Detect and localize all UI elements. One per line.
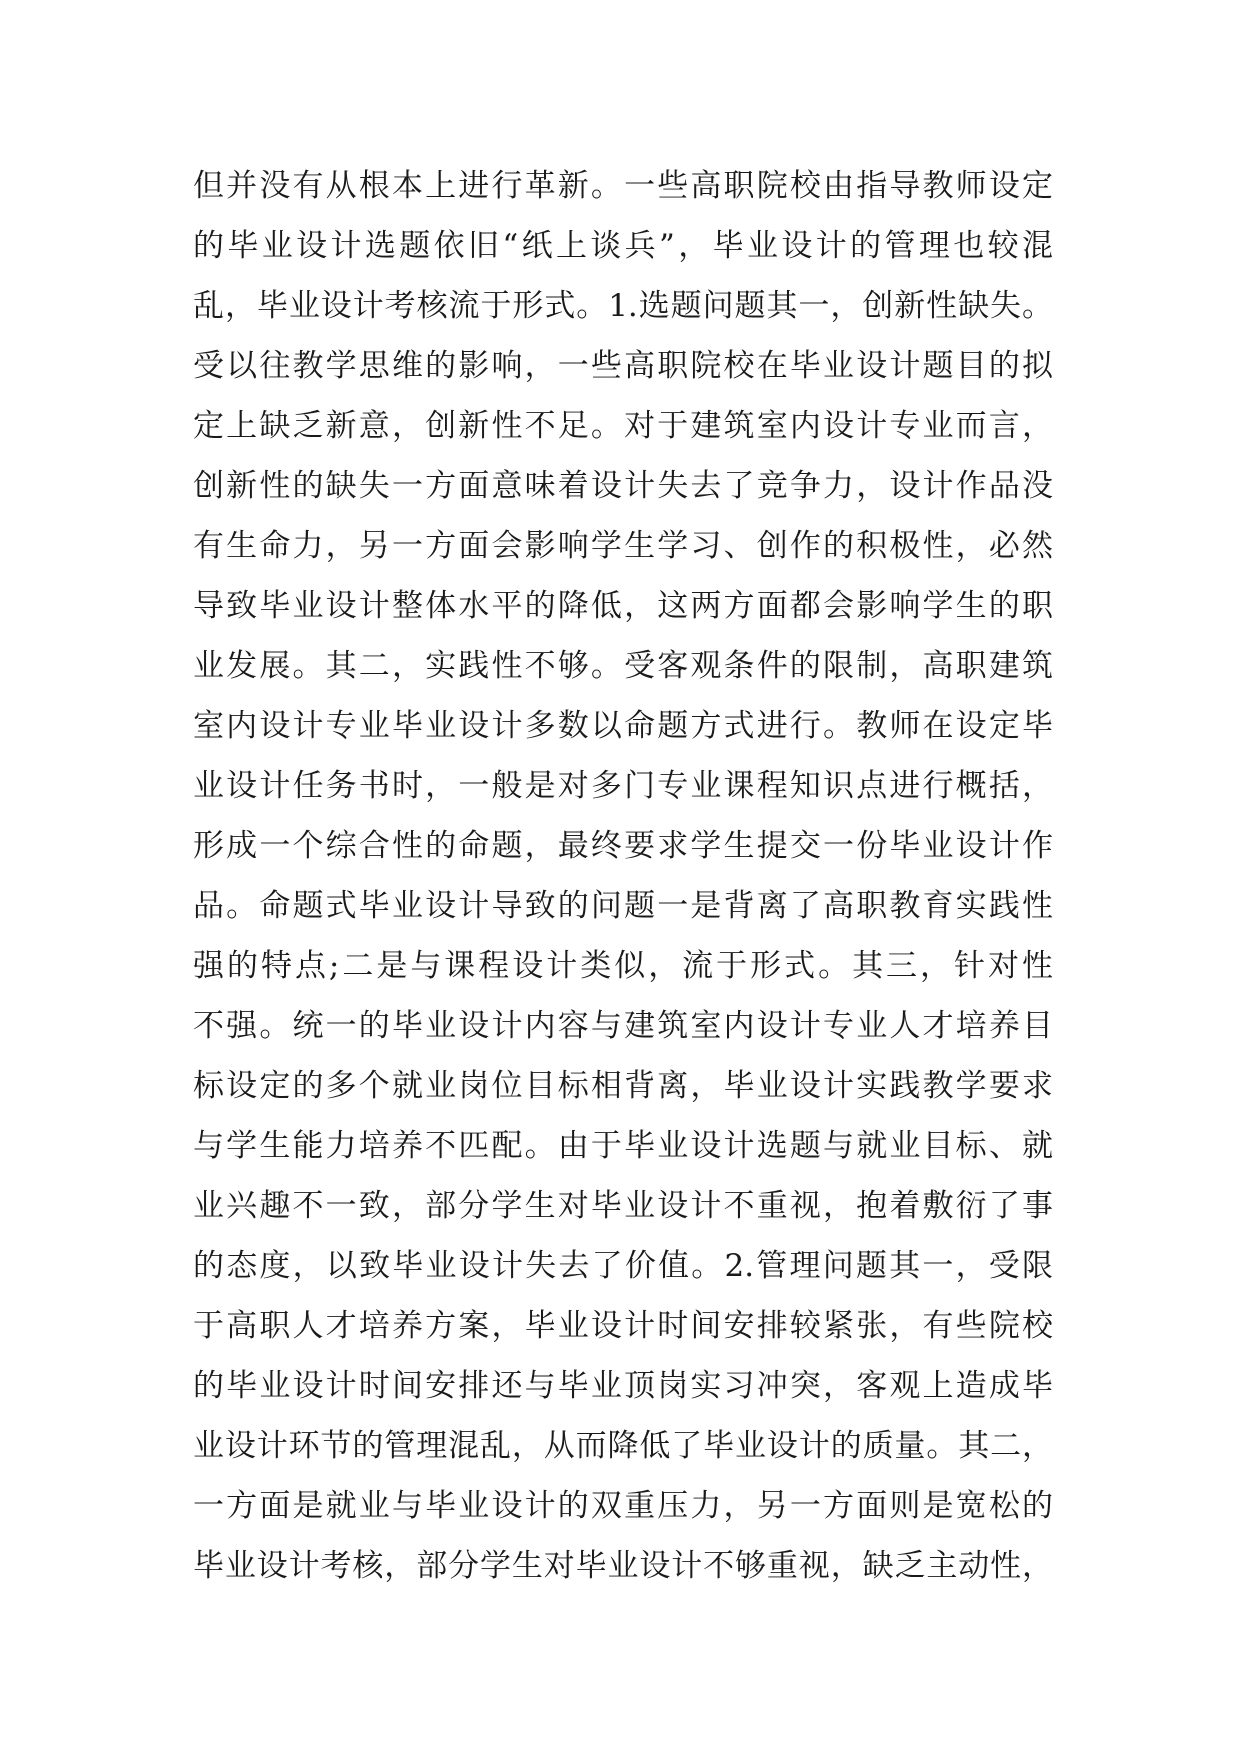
text-line: 定上缺乏新意，创新性不足。对于建筑室内设计专业而言， [193,408,1053,444]
text-line: 受以往教学思维的影响，一些高职院校在毕业设计题目的拟 [193,348,1053,384]
text-line: 的态度，以致毕业设计失去了价值。2.管理问题其一，受限 [193,1248,1053,1284]
body-text [193,156,1053,1596]
text-line: 品。命题式毕业设计导致的问题一是背离了高职教育实践性 [193,888,1053,924]
text-line: 室内设计专业毕业设计多数以命题方式进行。教师在设定毕 [193,708,1053,744]
text-line: 但并没有从根本上进行革新。一些高职院校由指导教师设定 [193,168,1053,204]
text-line: 业兴趣不一致，部分学生对毕业设计不重视，抱着敷衍了事 [193,1188,1053,1224]
text-line: 业设计任务书时，一般是对多门专业课程知识点进行概括， [193,768,1053,804]
text-line: 的毕业设计选题依旧“纸上谈兵”，毕业设计的管理也较混 [193,228,1053,264]
text-line: 形成一个综合性的命题，最终要求学生提交一份毕业设计作 [193,828,1053,864]
text-line: 导致毕业设计整体水平的降低，这两方面都会影响学生的职 [193,588,1053,624]
text-line: 创新性的缺失一方面意味着设计失去了竞争力，设计作品没 [193,468,1053,504]
text-line: 业设计环节的管理混乱，从而降低了毕业设计的质量。其二， [193,1428,1053,1464]
text-line: 与学生能力培养不匹配。由于毕业设计选题与就业目标、就 [193,1128,1053,1164]
text-line: 业发展。其二，实践性不够。受客观条件的限制，高职建筑 [193,648,1053,684]
text-line: 一方面是就业与毕业设计的双重压力，另一方面则是宽松的 [193,1488,1053,1524]
text-line: 于高职人才培养方案，毕业设计时间安排较紧张，有些院校 [193,1308,1053,1344]
text-line: 不强。统一的毕业设计内容与建筑室内设计专业人才培养目 [193,1008,1053,1044]
text-line: 有生命力，另一方面会影响学生学习、创作的积极性，必然 [193,528,1053,564]
text-line: 强的特点;二是与课程设计类似，流于形式。其三，针对性 [193,948,1053,984]
text-line: 标设定的多个就业岗位目标相背离，毕业设计实践教学要求 [193,1068,1053,1104]
text-line: 毕业设计考核，部分学生对毕业设计不够重视，缺乏主动性， [193,1548,1053,1584]
text-line: 的毕业设计时间安排还与毕业顶岗实习冲突，客观上造成毕 [193,1368,1053,1404]
text-line: 乱，毕业设计考核流于形式。1.选题问题其一，创新性缺失。 [193,288,1053,324]
